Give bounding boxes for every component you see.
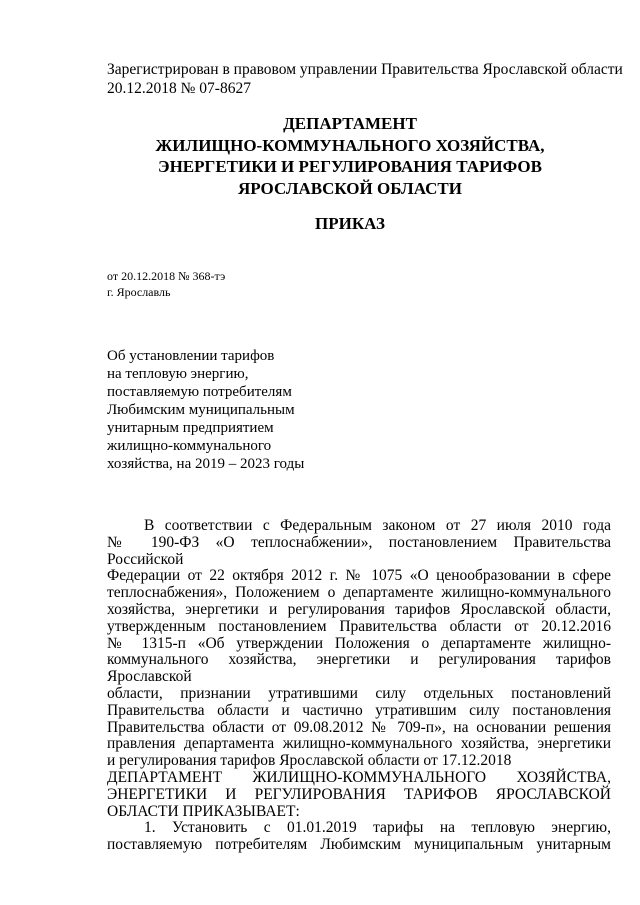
department-line: ЭНЕРГЕТИКИ И РЕГУЛИРОВАНИЯ ТАРИФОВ (158, 157, 542, 176)
body-line: В соответствии с Федеральным законом от 27 июля 2010 года (144, 517, 611, 534)
body-line: № 1315-п «Об утверждении Положения о департаменте жилищно- (107, 634, 611, 652)
body-line: утвержденным постановлением Правительства области от 20.12.2016 (107, 617, 611, 635)
item-line: поставляемую потребителям Любимским муниципальным унитарным (107, 836, 611, 854)
subject-line: на тепловую энергию, (107, 366, 249, 382)
department-line: ДЕПАРТАМЕНТ (283, 114, 417, 133)
department-header (0, 113, 640, 199)
order-city: г. Ярославль (107, 285, 171, 299)
registration-note (107, 60, 627, 98)
order-meta (107, 268, 225, 300)
subject-line: унитарным предприятием (107, 420, 274, 436)
body-line: Правительства области и частично утратившим силу постановления (107, 701, 611, 719)
subject-line: Любимским муниципальным (107, 402, 295, 418)
subject-line: Об установлении тарифов (107, 348, 275, 364)
body-line: № 190-ФЗ «О теплоснабжении», постановлением Правительства Российской (107, 533, 611, 568)
department-line: ЯРОСЛАВСКОЙ ОБЛАСТИ (238, 178, 462, 198)
body-line: правления департамента жилищно-коммунального хозяйства, энергетики (107, 735, 611, 753)
body-line: области, признании утратившими силу отдельных постановлений (107, 684, 611, 702)
body-line: и регулирования тарифов Ярославской области от 17.12.2018 (107, 752, 512, 770)
body-line: хозяйства, энергетики и регулирования тарифов Ярославской области, (107, 600, 611, 618)
body-line: коммунального хозяйства, энергетики и регулирования тарифов Ярославской (107, 651, 611, 686)
order-title: ПРИКАЗ (315, 214, 385, 233)
registration-date-number: 20.12.2018 № 07-8627 (107, 80, 251, 97)
order-subject (107, 347, 304, 473)
body-line: теплоснабжения», Положением о департаменте жилищно-коммунального (107, 584, 611, 602)
decree-line: ОБЛАСТИ ПРИКАЗЫВАЕТ: (107, 802, 300, 820)
decree-line: ДЕПАРТАМЕНТ ЖИЛИЩНО-КОММУНАЛЬНОГО ХОЗЯЙСТВА, (107, 768, 611, 786)
order-body (107, 518, 611, 854)
body-line: Правительства области от 09.08.2012 № 709-п», на основании решения (107, 718, 611, 736)
decree-line: ЭНЕРГЕТИКИ И РЕГУЛИРОВАНИЯ ТАРИФОВ ЯРОСЛАВСКОЙ (107, 785, 611, 803)
subject-line: жилищно-коммунального (107, 438, 272, 454)
subject-line: хозяйства, на 2019 – 2023 годы (107, 456, 305, 472)
subject-line: поставляемую потребителям (107, 384, 292, 400)
order-date-number: от 20.12.2018 № 368-тэ (107, 269, 226, 283)
registration-line: Зарегистрирован в правовом управлении Правительства Ярославской области (107, 61, 623, 78)
item-line: 1. Установить с 01.01.2019 тарифы на тепловую энергию, (144, 819, 611, 837)
department-line: ЖИЛИЩНО-КОММУНАЛЬНОГО ХОЗЯЙСТВА, (155, 135, 545, 155)
body-line: Федерации от 22 октября 2012 г. № 1075 «О ценообразовании в сфере (107, 567, 611, 585)
